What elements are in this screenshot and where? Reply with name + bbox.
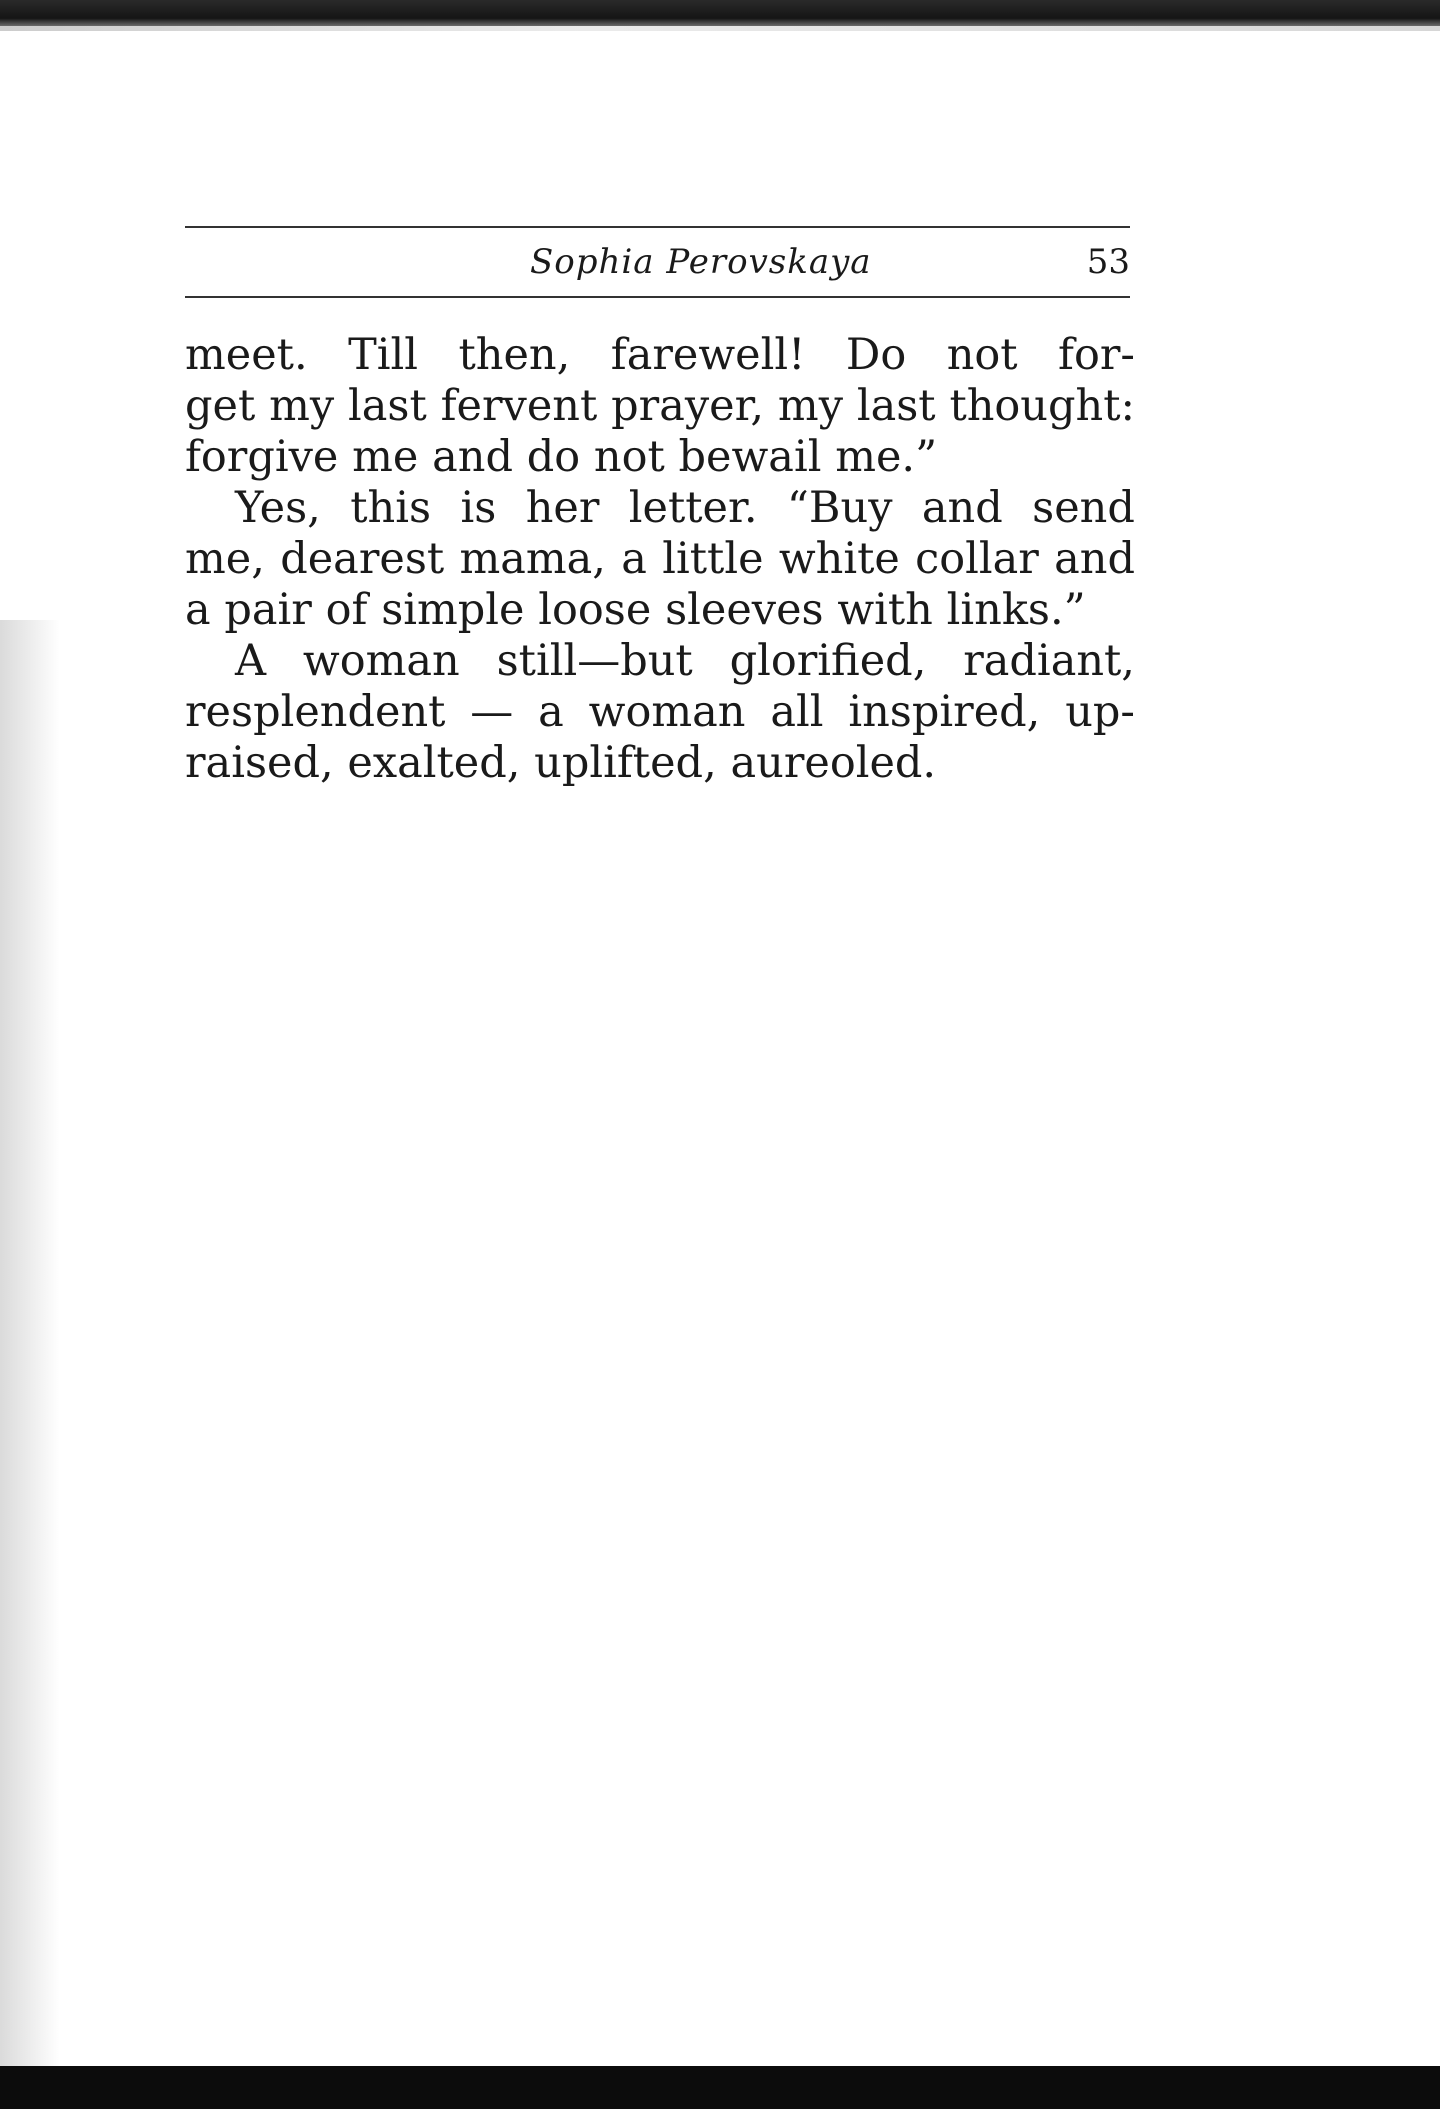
word: — xyxy=(470,687,514,737)
word: a xyxy=(538,687,564,737)
word: then, xyxy=(458,330,571,380)
word: me, xyxy=(185,534,265,584)
word: mama, xyxy=(459,534,606,584)
text-line xyxy=(185,483,1135,534)
word: up- xyxy=(1065,687,1135,737)
word: with xyxy=(837,585,933,635)
word: not xyxy=(593,432,665,482)
text-line xyxy=(185,585,1135,636)
word: loose xyxy=(538,585,652,635)
word: Yes, xyxy=(235,483,321,533)
word: Do xyxy=(845,330,907,380)
word: inspired, xyxy=(848,687,1041,737)
word: woman xyxy=(588,687,746,737)
word: meet. xyxy=(185,330,308,380)
scan-edge-top xyxy=(0,0,1440,26)
word: a xyxy=(185,585,211,635)
word: send xyxy=(1032,483,1135,533)
text-line xyxy=(185,636,1135,687)
word: exalted, xyxy=(347,738,521,788)
text-line xyxy=(185,534,1135,585)
word: glorified, xyxy=(729,636,927,686)
word: uplifted, xyxy=(534,738,717,788)
word: radiant, xyxy=(963,636,1135,686)
scan-edge-bottom xyxy=(0,2066,1440,2109)
word: raised, xyxy=(185,738,334,788)
word: and xyxy=(432,432,513,482)
word: fervent xyxy=(440,381,598,431)
word: collar xyxy=(915,534,1039,584)
word: letter. xyxy=(628,483,758,533)
word: me.” xyxy=(835,432,938,482)
word: of xyxy=(325,585,368,635)
word: links.” xyxy=(946,585,1086,635)
text-line xyxy=(185,687,1135,738)
word: her xyxy=(525,483,600,533)
word: all xyxy=(770,687,824,737)
word: aureoled. xyxy=(730,738,937,788)
word: “Buy xyxy=(786,483,893,533)
word: not xyxy=(946,330,1018,380)
running-header xyxy=(185,226,1130,298)
word: for- xyxy=(1058,330,1135,380)
scan-edge-top-shadow xyxy=(0,26,1440,31)
word: last xyxy=(856,381,936,431)
word: pair xyxy=(224,585,312,635)
word: prayer, xyxy=(611,381,765,431)
scan-edge-left-shadow xyxy=(0,620,60,2066)
running-header-title: Sophia Perovskaya xyxy=(530,242,872,282)
text-line xyxy=(185,381,1135,432)
word: still—but xyxy=(496,636,693,686)
word: resplendent xyxy=(185,687,446,737)
page-number: 53 xyxy=(1086,242,1130,282)
word: do xyxy=(526,432,581,482)
word: last xyxy=(348,381,427,431)
body-text xyxy=(185,330,1135,789)
word: and xyxy=(921,483,1003,533)
word: my xyxy=(269,381,335,431)
word: me xyxy=(352,432,419,482)
word: simple xyxy=(381,585,525,635)
word: A xyxy=(235,636,267,686)
text-line xyxy=(185,738,1135,789)
word: is xyxy=(460,483,497,533)
word: a xyxy=(621,534,647,584)
word: get xyxy=(185,381,256,431)
word: my xyxy=(777,381,843,431)
word: white xyxy=(778,534,900,584)
text-line xyxy=(185,432,1135,483)
word: little xyxy=(662,534,764,584)
word: thought: xyxy=(949,381,1135,431)
word: Till xyxy=(348,330,419,380)
word: this xyxy=(350,483,432,533)
word: bewail xyxy=(678,432,822,482)
word: sleeves xyxy=(665,585,824,635)
word: dearest xyxy=(280,534,445,584)
text-line xyxy=(185,330,1135,381)
word: woman xyxy=(302,636,460,686)
word: forgive xyxy=(185,432,339,482)
word: and xyxy=(1054,534,1135,584)
word: farewell! xyxy=(610,330,806,380)
